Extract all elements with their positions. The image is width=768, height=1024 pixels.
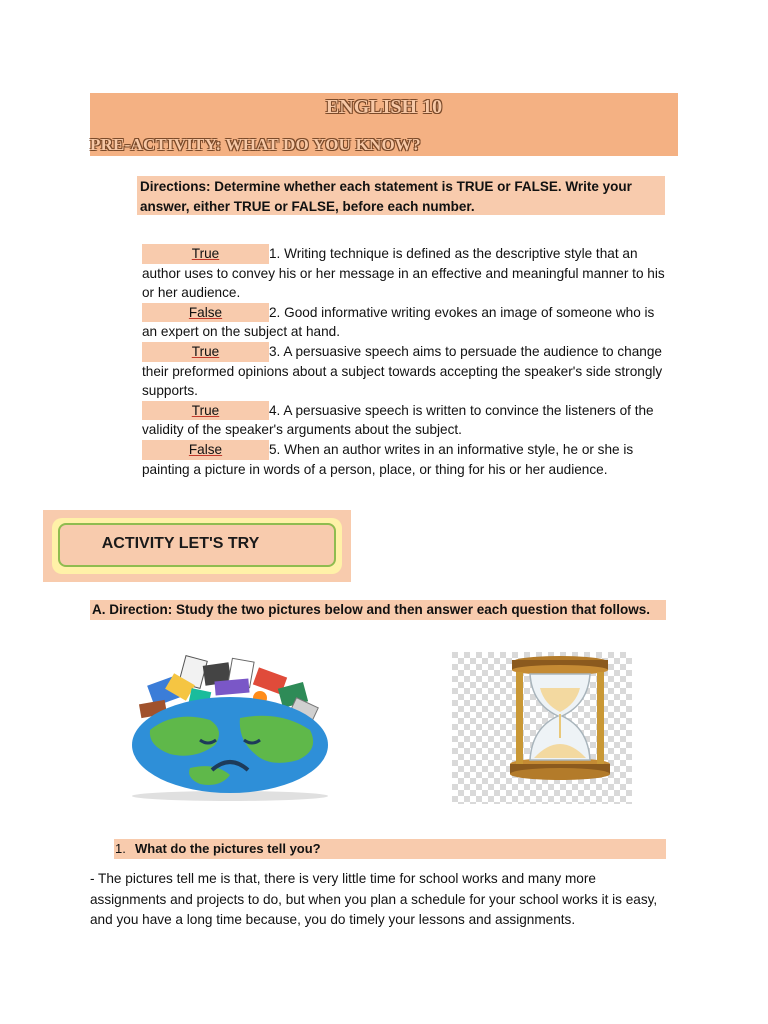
statement-text: A persuasive speech aims to persuade the audience to change their preformed opinions about a subject towards accepting the speaker's side strongly supports. xyxy=(142,343,663,399)
answer-blank[interactable]: True xyxy=(142,342,269,362)
question-text: What do the pictures tell you? xyxy=(135,841,321,856)
overloaded-earth-image xyxy=(120,650,342,802)
statement-text: A persuasive speech is written to convince the listeners of the validity of the speaker's arguments about the subject. xyxy=(142,402,654,438)
answer-blank[interactable]: False xyxy=(142,440,269,460)
page-subtitle: PRE-ACTIVITY: WHAT DO YOU KNOW? xyxy=(90,135,421,154)
statement-item xyxy=(142,303,667,342)
answer-blank[interactable]: True xyxy=(142,244,269,264)
statement-number: 2. xyxy=(269,304,281,320)
answer-blank[interactable]: False xyxy=(142,303,269,323)
statement-item xyxy=(142,401,667,440)
question-number: 1. xyxy=(115,841,126,856)
answer-paragraph: - The pictures tell me is that, there is very little time for school works and many more assignments and projects to do, but when you plan a schedule for your school works it is easy, and you have a long time because, you do timely your lessons and assignments. xyxy=(90,871,658,927)
statement-text: Good informative writing evokes an image of someone who is an expert on the subject at hand. xyxy=(142,304,655,340)
activity-title: ACTIVITY LET'S TRY xyxy=(101,535,260,552)
statement-number: 1. xyxy=(269,246,281,261)
question-1 xyxy=(114,839,666,859)
statement-text: When an author writes in an informative style, he or she is painting a picture in words of a person, place, or thing for his or her audience. xyxy=(142,441,634,477)
statement-number: 4. xyxy=(269,402,281,418)
statement-item xyxy=(142,440,667,479)
statement-list xyxy=(142,244,667,479)
directions-text: Directions: Determine whether each statement is TRUE or FALSE. Write your answer, either TRUE or FALSE, before each number. xyxy=(137,176,665,215)
statement-number: 5. xyxy=(269,441,281,457)
statement-text: Writing technique is defined as the descriptive style that an author uses to convey his or her message in an effective and meaningful manner to his or her audience. xyxy=(142,246,665,301)
statement-item xyxy=(142,342,667,401)
hourglass-image xyxy=(452,652,632,804)
section-a-direction: A. Direction: Study the two pictures below and then answer each question that follows. xyxy=(90,600,666,620)
answer-blank[interactable]: True xyxy=(142,401,269,421)
statement-number: 3. xyxy=(269,343,281,359)
page-title: ENGLISH 10 xyxy=(325,96,443,118)
statement-item xyxy=(142,244,667,303)
